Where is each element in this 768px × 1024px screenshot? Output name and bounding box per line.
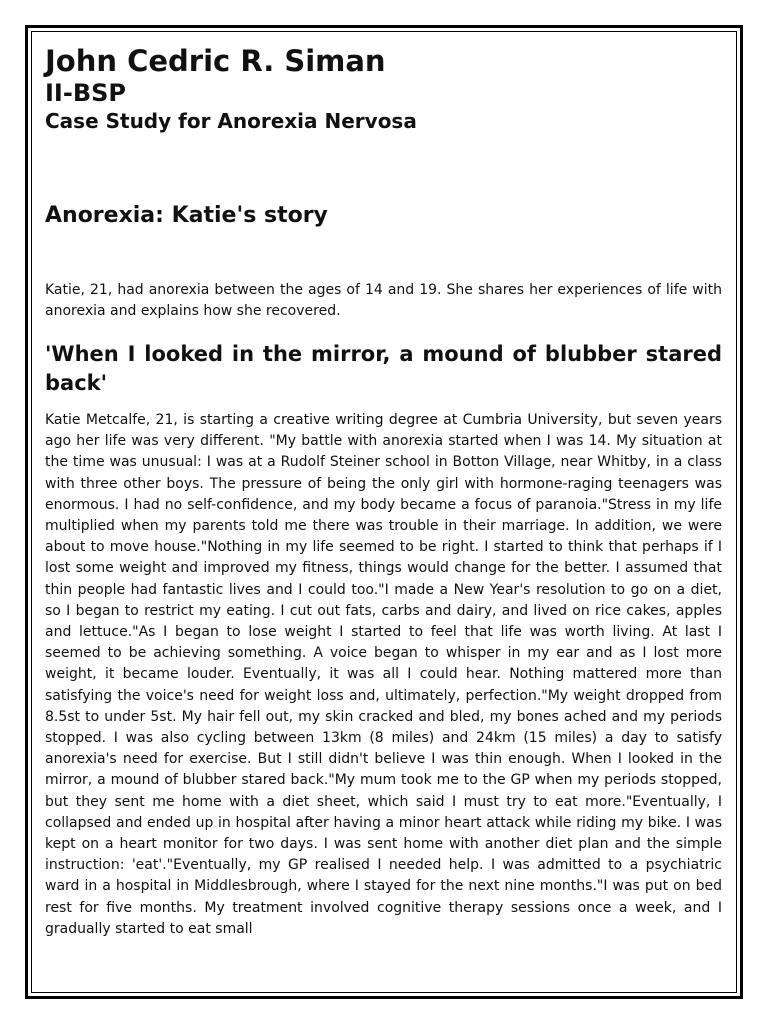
intro-paragraph: Katie, 21, had anorexia between the ages of 14 and 19. She shares her experiences of life with anorexia and explains how she recovered. [45, 282, 722, 319]
quote-heading: 'When I looked in the mirror, a mound of blubber stared back' [45, 342, 722, 395]
document-subtitle: Case Study for Anorexia Nervosa [45, 109, 417, 133]
document-content [45, 44, 722, 940]
story-body: Katie Metcalfe, 21, is starting a creative writing degree at Cumbria University, but seven years ago her life was very different. "My battle with anorexia started when I was 14. My situation at the time was unusual: I was at a Rudolf Steiner school in Botton Village, near Whitby, in a class with three other boys. The pressure of being the only girl with hormone-raging teenagers was enormous. I had no self-confidence, and my body became a focus of paranoia."Stress in my life multiplied when my parents told me there was trouble in their marriage. In addition, we were about to move house."Nothing in my life seemed to be right. I started to think that perhaps if I lost some weight and improved my fitness, things would change for the better. I assumed that thin people had fantastic lives and I could too."I made a New Year's resolution to go on a diet, so I began to restrict my eating. I cut out fats, carbs and dairy, and lived on rice cakes, apples and lettuce."As I began to lose weight I started to feel that life was worth living. At last I seemed to be achieving something. A voice began to whisper in my ear and as I lost more weight, it became louder. Eventually, it was all I could hear. Nothing mattered more than satisfying the voice's need for weight loss and, ultimately, perfection."My weight dropped from 8.5st to under 5st. My hair fell out, my skin cracked and bled, my bones ached and my periods stopped. I was also cycling between 13km (8 miles) and 24km (15 miles) a day to satisfy anorexia's need for exercise. But I still didn't believe I was thin enough. When I looked in the mirror, a mound of blubber stared back."My mum took me to the GP when my periods stopped, but they sent me home with a diet sheet, which said I must try to eat more."Eventually, I collapsed and ended up in hospital after having a minor heart attack while riding my bike. I was kept on a heart monitor for two days. I was sent home with another diet plan and the simple instruction: 'eat'."Eventually, my GP realised I needed help. I was admitted to a psychiatric ward in a hospital in Middlesbrough, where I stayed for the next nine months."I was put on bed rest for five months. My treatment involved cognitive therapy sessions once a week, and I gradually started to eat small [45, 412, 722, 937]
course-label: II-BSP [45, 79, 126, 107]
author-name: John Cedric R. Siman [45, 44, 386, 78]
story-title: Anorexia: Katie's story [45, 203, 328, 228]
